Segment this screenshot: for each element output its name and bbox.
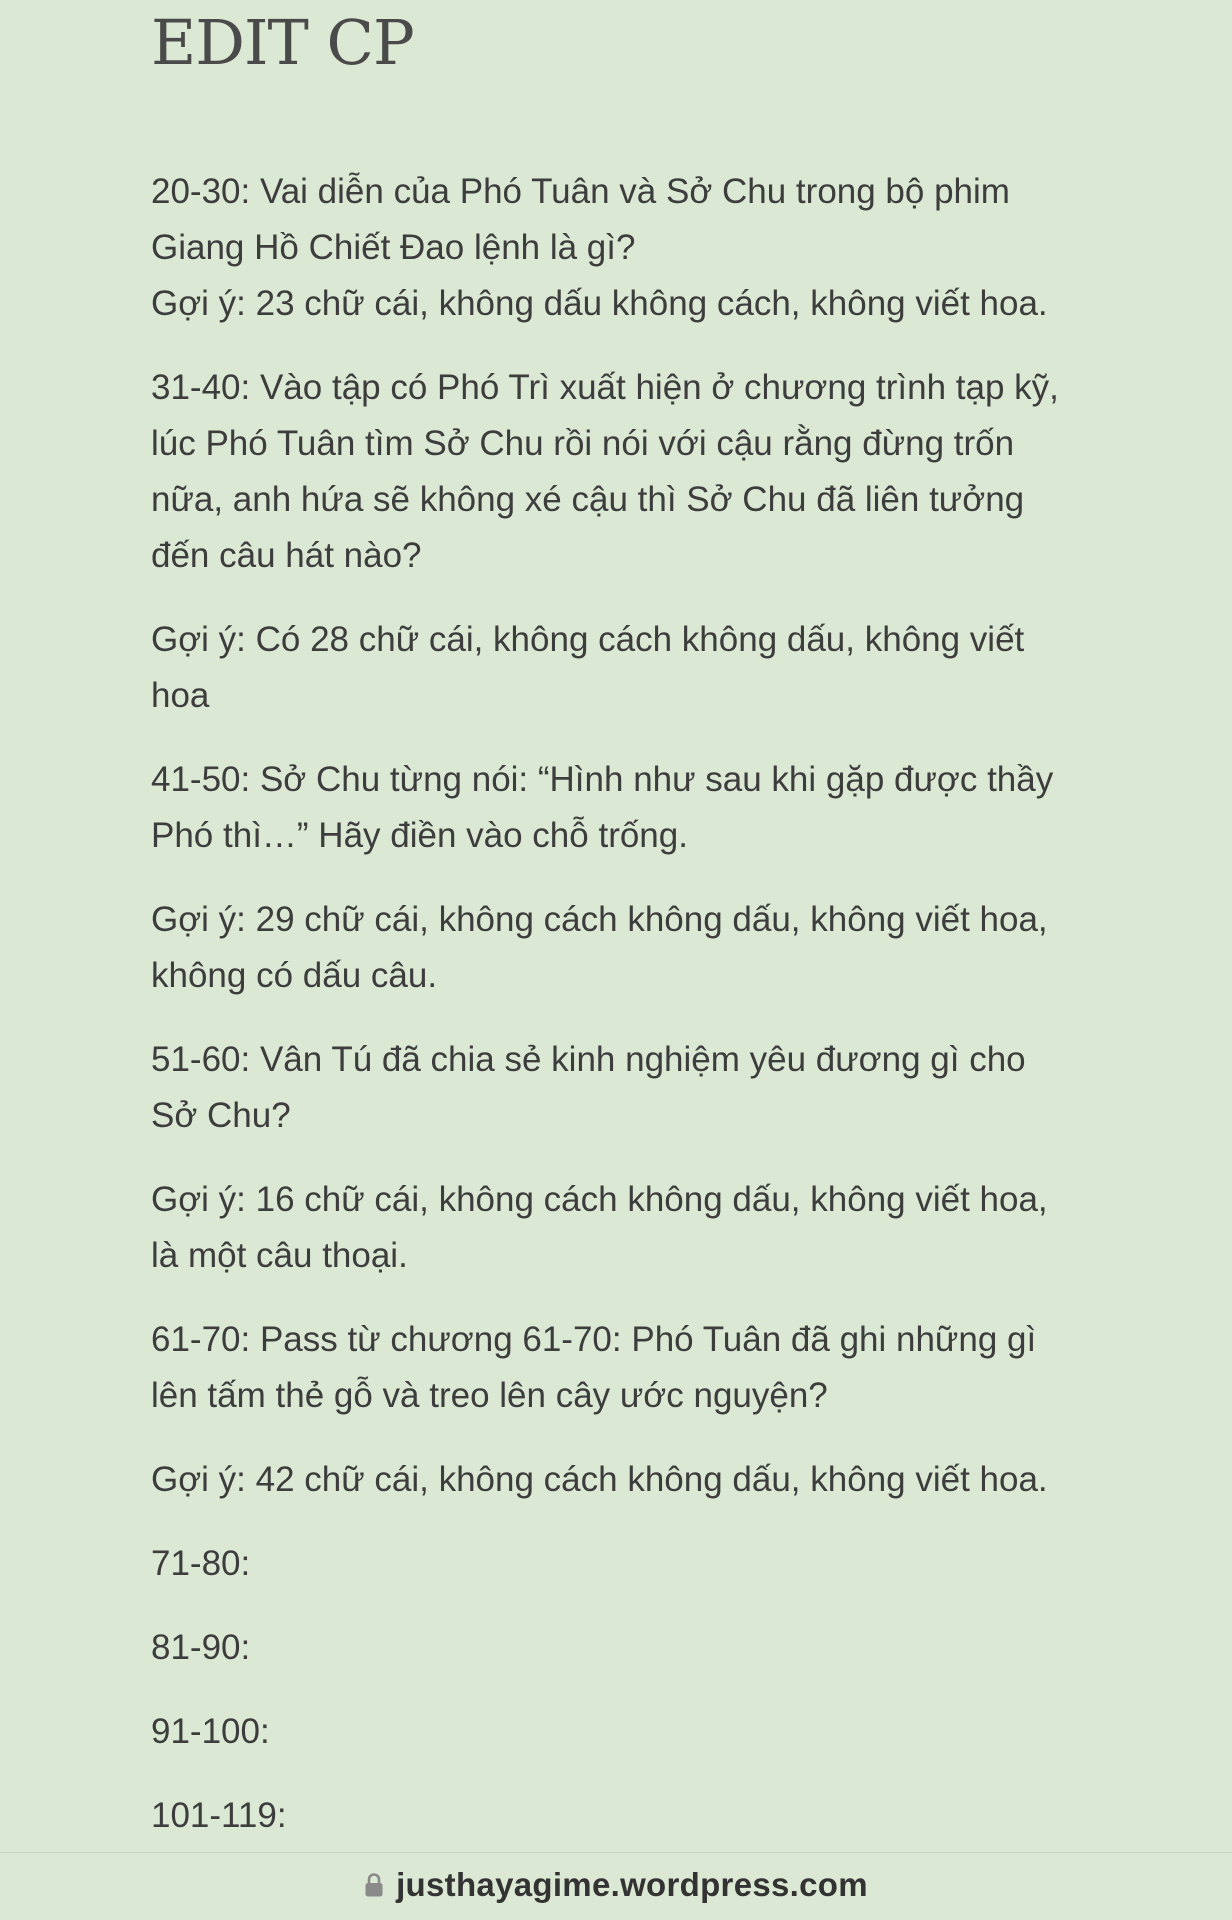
address-bar[interactable] bbox=[0, 1852, 1232, 1920]
site-url[interactable]: justhayagime.wordpress.com bbox=[396, 1865, 868, 1903]
paragraph-101-119: 101-119: bbox=[151, 1796, 287, 1835]
hint-61-70: Gợi ý: 42 chữ cái, không cách không dấu, không viết hoa. bbox=[151, 1460, 1048, 1499]
paragraph-71-80: 71-80: bbox=[151, 1544, 251, 1583]
post-content bbox=[151, 164, 1091, 1844]
page bbox=[151, 0, 1091, 1872]
paragraph-61-70: 61-70: Pass từ chương 61-70: Phó Tuân đã ghi những gì lên tấm thẻ gỗ và treo lên cây ước nguyện? bbox=[151, 1320, 1037, 1415]
paragraph-91-100: 91-100: bbox=[151, 1712, 270, 1751]
hint-41-50: Gợi ý: 29 chữ cái, không cách không dấu, không viết hoa, không có dấu câu. bbox=[151, 900, 1048, 995]
paragraph-51-60: 51-60: Vân Tú đã chia sẻ kinh nghiệm yêu đương gì cho Sở Chu? bbox=[151, 1040, 1026, 1135]
paragraph-20-30: 20-30: Vai diễn của Phó Tuân và Sở Chu trong bộ phim Giang Hồ Chiết Đao lệnh là gì? Gợi ý: 23 chữ cái, không dấu không cách, không viết hoa. bbox=[151, 172, 1048, 323]
lock-icon bbox=[364, 1872, 384, 1898]
paragraph-31-40: 31-40: Vào tập có Phó Trì xuất hiện ở chương trình tạp kỹ, lúc Phó Tuân tìm Sở Chu rồi nói với cậu rằng đừng trốn nữa, anh hứa sẽ không xé cậu thì Sở Chu đã liên tưởng đến câu hát nào? bbox=[151, 368, 1059, 575]
page-title: EDIT CP bbox=[151, 6, 414, 79]
hint-31-40: Gợi ý: Có 28 chữ cái, không cách không dấu, không viết hoa bbox=[151, 620, 1025, 715]
hint-51-60: Gợi ý: 16 chữ cái, không cách không dấu, không viết hoa, là một câu thoại. bbox=[151, 1180, 1048, 1275]
url-display[interactable] bbox=[364, 1866, 868, 1904]
paragraph-81-90: 81-90: bbox=[151, 1628, 251, 1667]
paragraph-41-50: 41-50: Sở Chu từng nói: “Hình như sau khi gặp được thầy Phó thì…” Hãy điền vào chỗ trống. bbox=[151, 760, 1054, 855]
